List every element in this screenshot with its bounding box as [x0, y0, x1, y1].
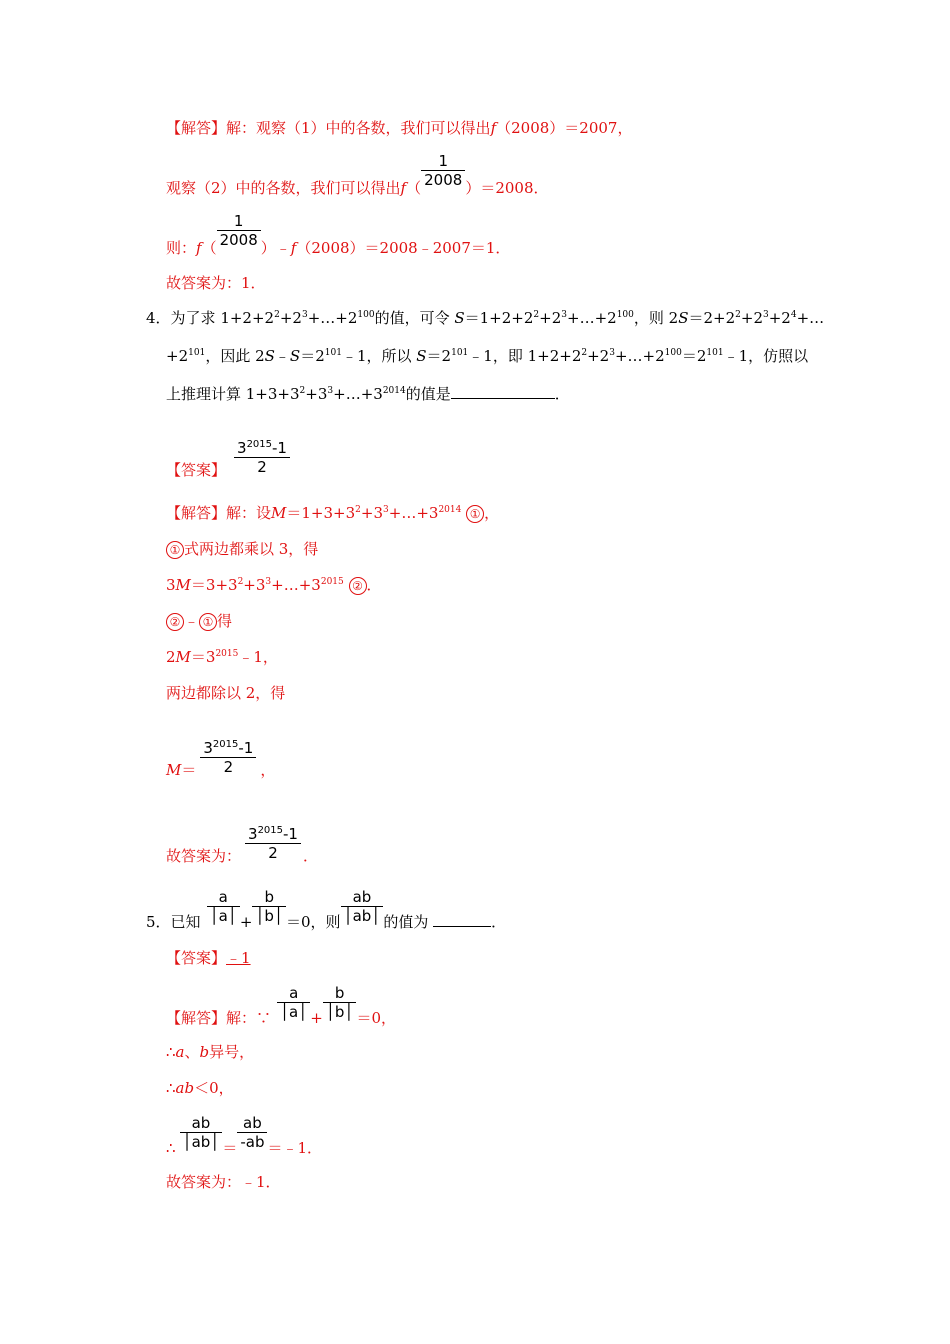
fraction-b-over-abs-b: $\frac{b}{│b│}$ [323, 984, 357, 1021]
solution-label: 【解答】 [166, 119, 227, 137]
answer-blank [451, 384, 555, 399]
q4-question-line3: 上推理计算 $1+3+3^2+3^3+\dots+3^{2014}$的值是 ． [166, 385, 570, 403]
fraction-ab-over-neg-ab: $\frac{ab}{-ab}$ [237, 1114, 267, 1151]
q4-solution-line6: 两边都除以 2，得 [166, 684, 286, 702]
fraction-final: $\frac{3^{2015}-1}{2}$ [245, 825, 301, 862]
q5-final-answer: 故答案为：﹣1． [166, 1173, 281, 1191]
q5-answer: 【答案】﹣1 [166, 949, 251, 967]
circled-1: ① [166, 541, 184, 559]
q3-solution-line2: 观察（2）中的各数，我们可以得出f（ $\frac{1}{2008}$ ）＝2008． [166, 152, 549, 197]
q4-final-answer: 故答案为： $\frac{3^{2015}-1}{2}$ ． [166, 824, 318, 865]
q3-solution-line3: 则：f（ $\frac{1}{2008}$ ）﹣f（2008）＝2008﹣2007＝1． [166, 212, 511, 257]
q3-final-answer: 故答案为：1． [166, 274, 266, 292]
fraction-a-over-abs-a: $\frac{a}{│a│}$ [207, 888, 240, 925]
solution-label: 【解答】 [166, 504, 227, 522]
q5-solution-line1: 【解答】解：∵ $\frac{a}{│a│}$ + $\frac{b}{│b│}$ ＝0， [166, 984, 397, 1027]
q4-solution-line1: 【解答】解：设$M=1+3+3^2+3^3+\dots+3^{2014}$ ① ， [166, 504, 500, 522]
q4-question-line2: $+2^{101}$，因此 $2S﹣S=2^{101}﹣1$，所以 $S=2^{101}﹣1$，即 $1+2+2^2+2^3+\dots+2^{100}=2^{101}﹣1$，仿照以 [166, 347, 809, 365]
q4-solution-line5: $2M=3^{2015}﹣1$， [166, 648, 278, 666]
answer-label: 【答案】 [166, 949, 227, 967]
q5-solution-line2: ∴a、b异号， [166, 1043, 255, 1061]
q4-answer [166, 426, 290, 500]
fraction-ab-over-abs-ab: $\frac{ab}{│ab│}$ [180, 1114, 223, 1151]
circled-2: ② [166, 613, 184, 631]
answer-blank [433, 912, 491, 927]
q4-solution-line3: $3M=3+3^2+3^3+\dots+3^{2015}$ ② ． [166, 576, 382, 594]
q3-solution-line1: 【解答】解：观察（1）中的各数，我们可以得出f（2008）＝2007， [166, 119, 633, 137]
q4-solution-line7: M＝ $\frac{3^{2015}-1}{2}$ ， [166, 738, 276, 779]
fraction-1-over-2008: $\frac{1}{2008}$ [421, 152, 465, 189]
solution-label: 【解答】 [166, 1009, 227, 1027]
fraction-answer: $\frac{3^{2015}-1}{2}$ [234, 439, 290, 476]
fraction-ab-over-abs-ab: $\frac{ab}{│ab│}$ [341, 888, 384, 925]
circled-1: ① [466, 505, 484, 523]
fraction-1-over-2008: $\frac{1}{2008}$ [217, 212, 261, 249]
q4-question-line1: 4．为了求 $1+2+2^2+2^3+\dots+2^{100}$的值，可令 $S=1+2+2^2+2^3+\dots+2^{100}$，则 $2S=2+2^2+2^3+2^4+\dots$ [146, 309, 825, 327]
q5-solution-line3: ∴ab＜0， [166, 1079, 234, 1097]
q5-solution-line4: ∴ $\frac{ab}{│ab│}$ ＝ $\frac{ab}{-ab}$ ＝﹣1． [166, 1114, 323, 1157]
fraction-b-over-abs-b: $\frac{b}{│b│}$ [252, 888, 286, 925]
question-number: 4． [146, 309, 171, 327]
q4-solution-line4: ② ﹣ ① 得 [166, 611, 232, 631]
circled-1: ① [199, 613, 217, 631]
circled-2: ② [349, 577, 367, 595]
fraction-result: $\frac{3^{2015}-1}{2}$ [200, 739, 256, 776]
q4-solution-line2: ① 式两边都乘以 3，得 [166, 539, 318, 559]
answer-label: 【答案】 [166, 461, 227, 479]
fraction-a-over-abs-a: $\frac{a}{│a│}$ [277, 984, 310, 1021]
q5-question: 5．已知 $\frac{a}{│a│}$ + $\frac{b}{│b│}$ ＝0，则 $\frac{ab}{│ab│}$ 的值为 ． [146, 888, 507, 931]
question-number: 5． [146, 913, 171, 931]
